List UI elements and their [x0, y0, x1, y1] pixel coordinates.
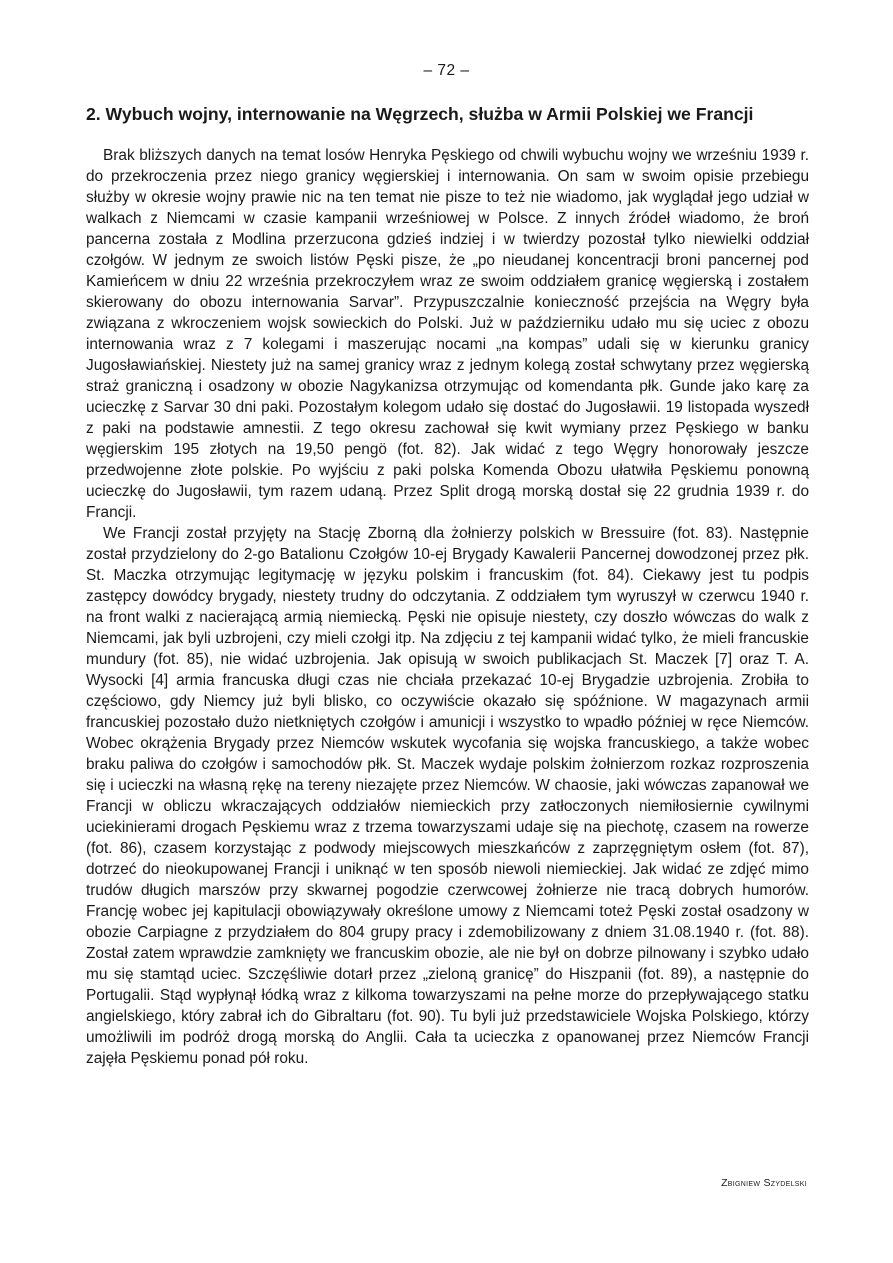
paragraph: Brak bliższych danych na temat losów Henryka Pęskiego od chwili wybuchu wojny we wrześniu 1939 r. do przekroczenia przez niego granicy węgierskiej i internowania. On sam w swoim opisie przebiegu służby w okresie wojny prawie nic na ten temat nie pisze to też nie wiadomo, jak wyglądał jego udział w walkach z Niemcami w czasie kampanii wrześniowej w Polsce. Z innych źródeł wiadomo, że broń pancerna została z Modlina przerzucona gdzieś indziej i w twierdzy pozostał tylko niewielki oddział czołgów. W jednym ze swoich listów Pęski pisze, że „po nieudanej koncentracji broni pancernej pod Kamieńcem w dniu 22 września przekroczyłem wraz ze swoim oddziałem granicę węgierską i zostałem skierowany do obozu internowania Sarvar”. Przypuszczalnie konieczność przejścia na Węgry była związana z wkroczeniem wojsk sowieckich do Polski. Już w październiku udało mu się uciec z obozu internowania wraz z 7 kolegami i maszerując nocami „na kompas” udali się w kierunku granicy Jugosławiańskiej. Niestety już na samej granicy wraz z jednym kolegą został schwytany przez węgierską straż graniczną i osadzony w obozie Nagykanizsa otrzymując od komendanta płk. Gunde jako karę za ucieczkę z Sarvar 30 dni paki. Pozostałym kolegom udało się dostać do Jugosławii. 19 listopada wyszedł z paki na podstawie amnestii. Z tego okresu zachował się kwit wymiany przez Pęskiego w banku węgierskim 195 złotych na 19,50 pengö (fot. 82). Jak widać z tego Węgry honorowały jeszcze przedwojenne złote polskie. Po wyjściu z paki polska Komenda Obozu ułatwiła Pęskiemu ponowną ucieczkę do Jugosławii, tym razem udaną. Przez Split drogą morską dostał się 22 grudnia 1939 r. do Francji.: [86, 147, 809, 521]
paragraph: We Francji został przyjęty na Stację Zborną dla żołnierzy polskich w Bressuire (fot. 83). Następnie został przydzielony do 2-go Batalionu Czołgów 10-ej Brygady Kawalerii Pancernej dowodzonej przez płk. St. Maczka otrzymując legitymację w języku polskim i francuskim (fot. 84). Ciekawy jest tu podpis zastępcy dowódcy brygady, niestety trudny do odczytania. Z oddziałem tym wyruszył w czerwcu 1940 r. na front walki z nacierającą armią niemiecką. Pęski nie opisuje niestety, czy doszło wówczas do walk z Niemcami, jak byli uzbrojeni, czy mieli czołgi itp. Na zdjęciu z tej kampanii widać tylko, że mieli francuskie mundury (fot. 85), nie widać uzbrojenia. Jak opisują w swoich publikacjach St. Maczek [7] oraz T. A. Wysocki [4] armia francuska długi czas nie chciała przekazać 10-ej Brygadzie uzbrojenia. Zrobiła to częściowo, gdy Niemcy już byli blisko, co oczywiście okazało się spóźnione. W magazynach armii francuskiej pozostało dużo nietkniętych czołgów i amunicji i wszystko to wpadło później w ręce Niemców. Wobec okrążenia Brygady przez Niemców wskutek wycofania się wojska francuskiego, a także wobec braku paliwa do czołgów i samochodów płk. St. Maczek wydaje polskim żołnierzom rozkaz rozproszenia się i ucieczki na własną rękę na tereny niezajęte przez Niemców. W chaosie, jaki wówczas zapanował we Francji w obliczu wkraczających oddziałów niemieckich przy zatłoczonych niemiłosiernie cywilnymi uciekinierami drogach Pęskiemu wraz z trzema towarzyszami udaje się na piechotę, czasem na rowerze (fot. 86), czasem korzystając z podwody miejscowych mieszkańców z zaprzęgniętym osłem (fot. 87), dotrzeć do nieokupowanej Francji i uniknąć w ten sposób niewoli niemieckiej. Jak widać ze zdjęć mimo trudów długich marszów przy skwarnej pogodzie czerwcowej żołnierze nie tracą dobrych humorów. Francję wobec jej kapitulacji obowiązywały określone umowy z Niemcami toteż Pęski został osadzony w obozie Carpiagne z przydziałem do 804 grupy pracy i zdemobilizowany z dniem 31.08.1940 r. (fot. 88). Został zatem wprawdzie zamknięty we francuskim obozie, ale nie był on dobrze pilnowany i szybko udało mu się stamtąd uciec. Szczęśliwie dotarł przez „zieloną granicę” do Hiszpanii (fot. 89), a następnie do Portugalii. Stąd wypłynął łódką wraz z kilkoma towarzyszami na pełne morze do przepływającego statku angielskiego, który zabrał ich do Gibraltaru (fot. 90). Tu byli już przedstawiciele Wojska Polskiego, którzy umożliwili im podróż drogą morską do Anglii. Cała ta ucieczka z opanowanej przez Niemców Francji zajęła Pęskiemu ponad pół roku.: [86, 525, 809, 1067]
footer-author: Zbigniew Szydelski: [721, 1177, 807, 1189]
section-heading: 2. Wybuch wojny, internowanie na Węgrzech, służba w Armii Polskiej we Francji: [86, 104, 754, 124]
page-number: – 72 –: [423, 62, 470, 79]
body-text: [86, 145, 809, 1069]
